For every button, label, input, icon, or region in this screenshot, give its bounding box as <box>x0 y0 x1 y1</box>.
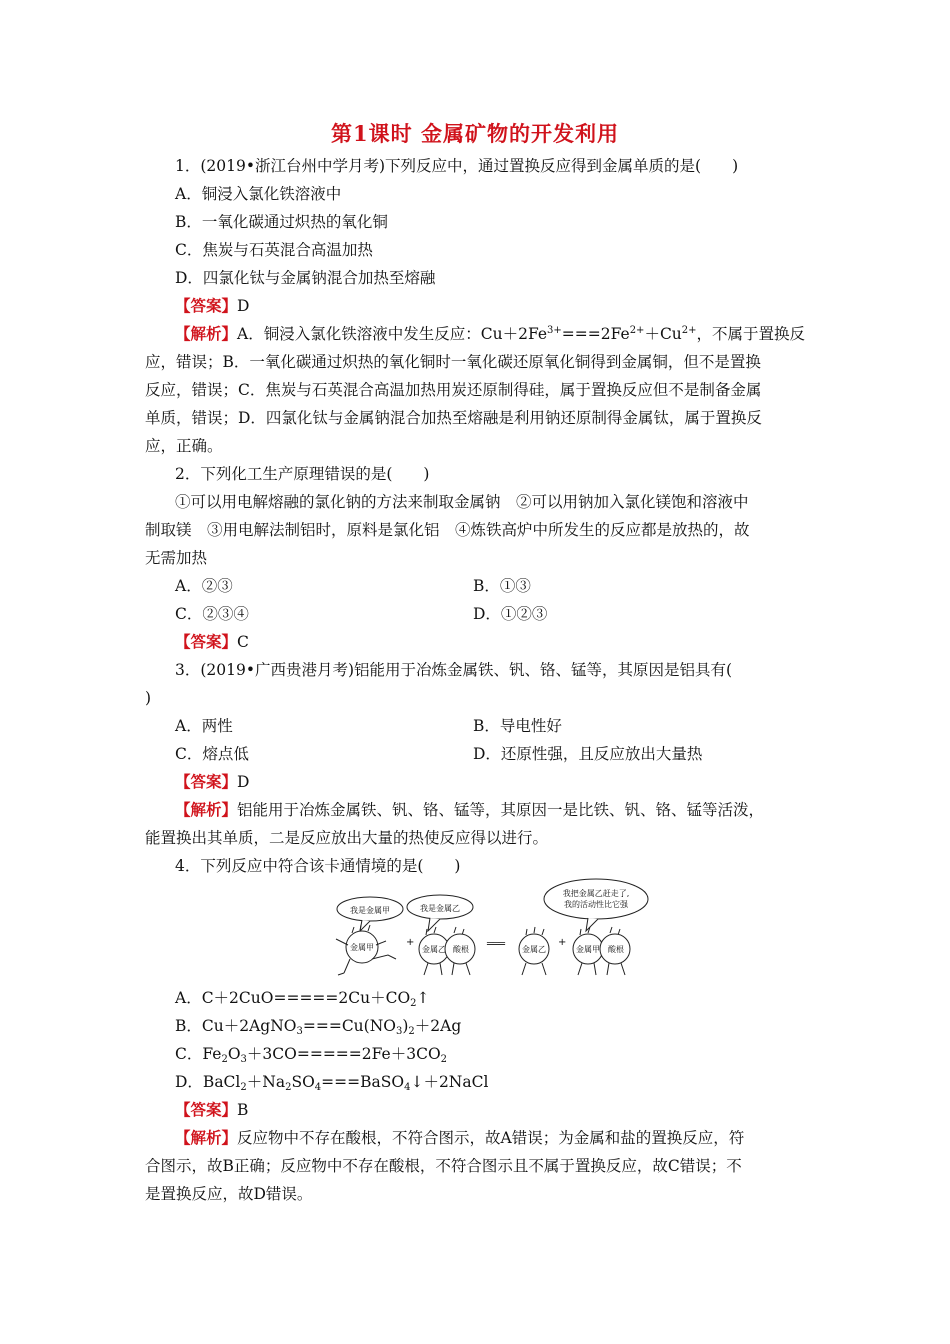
metal-b-acid-pair <box>419 927 475 975</box>
metal-b-label-2: 金属乙 <box>522 945 546 954</box>
q4-analysis-line1: 【解析】反应物中不存在酸根，不符合图示，故A错误；为金属和盐的置换反应，符 <box>175 1128 745 1147</box>
plus-sign-2: + <box>558 937 567 948</box>
q4-option-b: B．$Cu+2AgNO_3===Cu(NO_3)_2+2Ag$ <box>175 1017 462 1037</box>
acid-label: 酸根 <box>453 945 469 954</box>
q1-analysis-line5: 应，正确。 <box>145 437 223 455</box>
q2-answer: 【答案】C <box>175 632 249 651</box>
bubble-text-2: 我是金属乙 <box>420 904 460 913</box>
metal-a-label: 金属甲 <box>350 943 374 952</box>
plus-sign-1: + <box>406 937 415 948</box>
bubble-text-3a: 我把金属乙赶走了, <box>562 889 630 898</box>
metal-b-label: 金属乙 <box>422 945 446 954</box>
q2-option-d: D．①②③ <box>473 605 548 623</box>
q1-stem: 1．(2019•浙江台州中学月考)下列反应中，通过置换反应得到金属单质的是( ) <box>175 157 739 175</box>
q2-stem: 2．下列化工生产原理错误的是( ) <box>175 465 430 483</box>
q3-analysis-line2: 能置换出其单质，二是反应放出大量的热使反应得以进行。 <box>145 829 549 847</box>
analysis-tag: 【解析】 <box>175 1128 238 1147</box>
q1-option-b: B．一氧化碳通过炽热的氧化铜 <box>175 213 388 231</box>
q1-analysis-line1: 【解析】A．铜浸入氯化铁溶液中发生反应：$Cu+2Fe^{3+}===2Fe^{2+}+Cu^{2+}$，不属于置换反 <box>175 324 806 343</box>
q1-analysis-line3: 反应，错误；C．焦炭与石英混合高温加热用炭还原制得硅，属于置换反应但不是制备金属 <box>145 381 762 399</box>
bubble-text-3b: 我的活动性比它强 <box>564 900 628 909</box>
metal-b-alone <box>519 927 549 975</box>
q3-stem-line1: 3．(2019•广西贵港月考)铝能用于冶炼金属铁、钒、铬、锰等，其原因是铝具有( <box>175 661 733 679</box>
metal-a-label-2: 金属甲 <box>576 945 600 954</box>
q2-statement-line3: 无需加热 <box>145 549 208 567</box>
q3-option-a: A．两性 <box>175 717 233 735</box>
q4-option-c: C．$Fe_2O_3+3CO=====2Fe+3CO_2$ <box>175 1045 448 1065</box>
q4-analysis-line3: 是置换反应，故D错误。 <box>145 1185 313 1203</box>
answer-tag: 【答案】 <box>175 296 238 315</box>
cartoon-figure <box>330 875 650 985</box>
q1-option-a: A．铜浸入氯化铁溶液中 <box>175 185 342 203</box>
q3-option-c: C．熔点低 <box>175 745 249 763</box>
q3-answer: 【答案】D <box>175 772 250 791</box>
q4-answer: 【答案】B <box>175 1100 249 1119</box>
q2-option-b: B．①③ <box>473 577 531 595</box>
q3-stem-line2: ) <box>145 689 152 707</box>
q4-option-d: D．$BaCl_2+Na_2SO_4===BaSO_4↓+2NaCl$ <box>175 1073 489 1093</box>
answer-tag: 【答案】 <box>175 632 238 651</box>
q2-option-c: C．②③④ <box>175 605 249 623</box>
q1-analysis-line4: 单质，错误；D．四氯化钛与金属钠混合加热至熔融是利用钠还原制得金属钛，属于置换反 <box>145 409 762 427</box>
metal-a-acid-pair <box>573 927 630 975</box>
q2-statement-line1: ①可以用电解熔融的氯化钠的方法来制取金属钠 ②可以用钠加入氯化镁饱和溶液中 <box>175 493 749 511</box>
acid-label-2: 酸根 <box>608 945 624 954</box>
q4-analysis-line2: 合图示，故B正确；反应物中不存在酸根，不符合图示且不属于置换反应，故C错误；不 <box>145 1157 742 1175</box>
analysis-tag: 【解析】 <box>175 800 238 819</box>
q1-answer: 【答案】D <box>175 296 250 315</box>
q2-statement-line2: 制取镁 ③用电解法制铝时，原料是氯化铝 ④炼铁高炉中所发生的反应都是放热的，故 <box>145 521 750 539</box>
speech-bubble-2 <box>407 895 473 931</box>
answer-tag: 【答案】 <box>175 1100 238 1119</box>
analysis-tag: 【解析】 <box>175 324 238 343</box>
equals-sign: ═══ <box>486 939 506 950</box>
q1-option-c: C．焦炭与石英混合高温加热 <box>175 241 373 259</box>
q1-option-d: D．四氯化钛与金属钠混合加热至熔融 <box>175 269 436 287</box>
page-title: 第1课时 金属矿物的开发利用 <box>331 121 619 146</box>
q4-stem: 4．下列反应中符合该卡通情境的是( ) <box>175 857 461 875</box>
answer-tag: 【答案】 <box>175 772 238 791</box>
q2-option-a: A．②③ <box>175 577 233 595</box>
q3-analysis-line1: 【解析】铝能用于冶炼金属铁、钒、铬、锰等，其原因一是比铁、钒、铬、锰等活泼， <box>175 800 765 819</box>
metal-a-character <box>336 925 396 975</box>
q1-analysis-line2: 应，错误；B．一氧化碳通过炽热的氧化铜时一氧化碳还原氧化铜得到金属铜，但不是置换 <box>145 353 761 371</box>
bubble-text-1: 我是金属甲 <box>350 906 390 915</box>
q4-option-a: A．$C+2CuO=====2Cu+CO_2↑$ <box>175 989 430 1009</box>
q3-option-d: D．还原性强，且反应放出大量热 <box>473 745 703 763</box>
speech-bubble-3 <box>544 879 648 931</box>
q3-option-b: B．导电性好 <box>473 717 562 735</box>
